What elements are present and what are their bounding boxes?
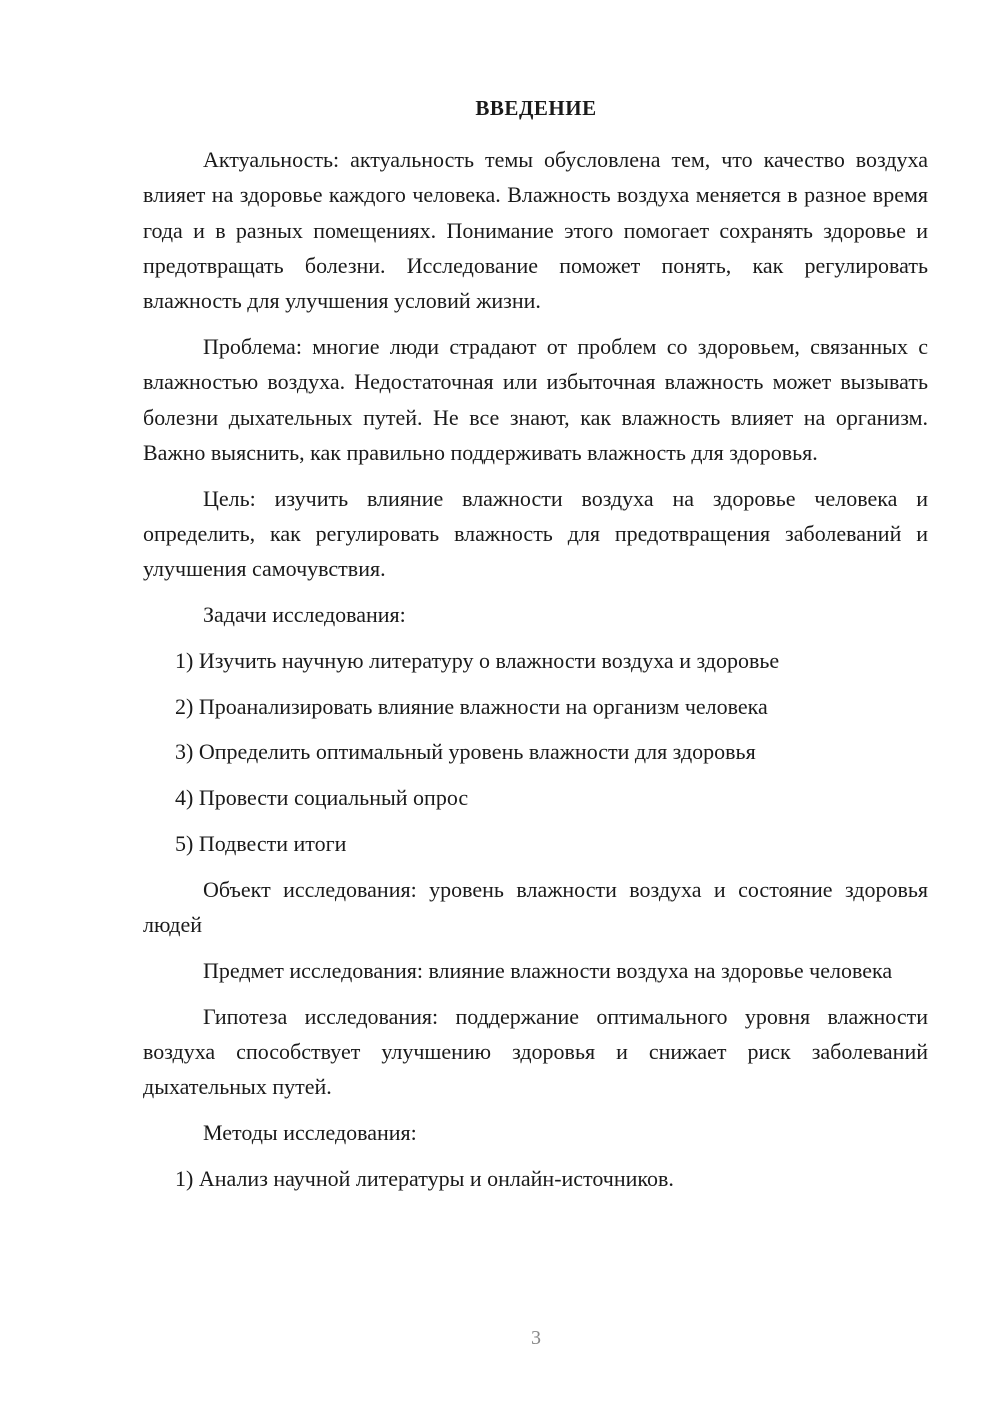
section-heading: ВВЕДЕНИЕ: [475, 96, 597, 120]
goal-paragraph: Цель: изучить влияние влажности воздуха на здоровье человека и определить, как регулировать влажность для предотвращения заболеваний и улучшения самочувствия.: [143, 485, 928, 582]
task-item: 1) Изучить научную литературу о влажности воздуха и здоровье: [175, 647, 780, 673]
tasks-heading: Задачи исследования:: [203, 602, 406, 628]
subject-paragraph: Предмет исследования: влияние влажности воздуха на здоровье человека: [203, 957, 893, 983]
methods-heading: Методы исследования:: [203, 1120, 417, 1146]
relevance-paragraph: Актуальность: актуальность темы обусловлена тем, что качество воздуха влияет на здоровье каждого человека. Влажность воздуха меняется в разное время года и в разных помещениях. Понимание этого помогает сохранять здоровье и предотвращать болезни. Исследование поможет понять, как регулировать влажность для улучшения условий жизни.: [143, 147, 928, 314]
object-paragraph: Объект исследования: уровень влажности воздуха и состояние здоровья людей: [143, 876, 928, 938]
document-body: [143, 142, 928, 1207]
method-item: 1) Анализ научной литературы и онлайн-источников.: [175, 1165, 674, 1191]
hypothesis-paragraph: Гипотеза исследования: поддержание оптимального уровня влажности воздуха способствует улучшению здоровья и снижает риск заболеваний дыхательных путей.: [143, 1003, 928, 1100]
problem-paragraph: Проблема: многие люди страдают от проблем со здоровьем, связанных с влажностью воздуха. Недостаточная или избыточная влажность может вызывать болезни дыхательных путей. Не все знают, как влажность влияет на организм. Важно выяснить, как правильно поддерживать влажность для здоровья.: [143, 333, 928, 465]
task-item: 4) Провести социальный опрос: [175, 785, 469, 811]
task-item: 5) Подвести итоги: [175, 831, 347, 857]
task-item: 3) Определить оптимальный уровень влажности для здоровья: [175, 739, 756, 765]
task-item: 2) Проанализировать влияние влажности на организм человека: [175, 693, 768, 719]
page-number: 3: [531, 1327, 541, 1349]
